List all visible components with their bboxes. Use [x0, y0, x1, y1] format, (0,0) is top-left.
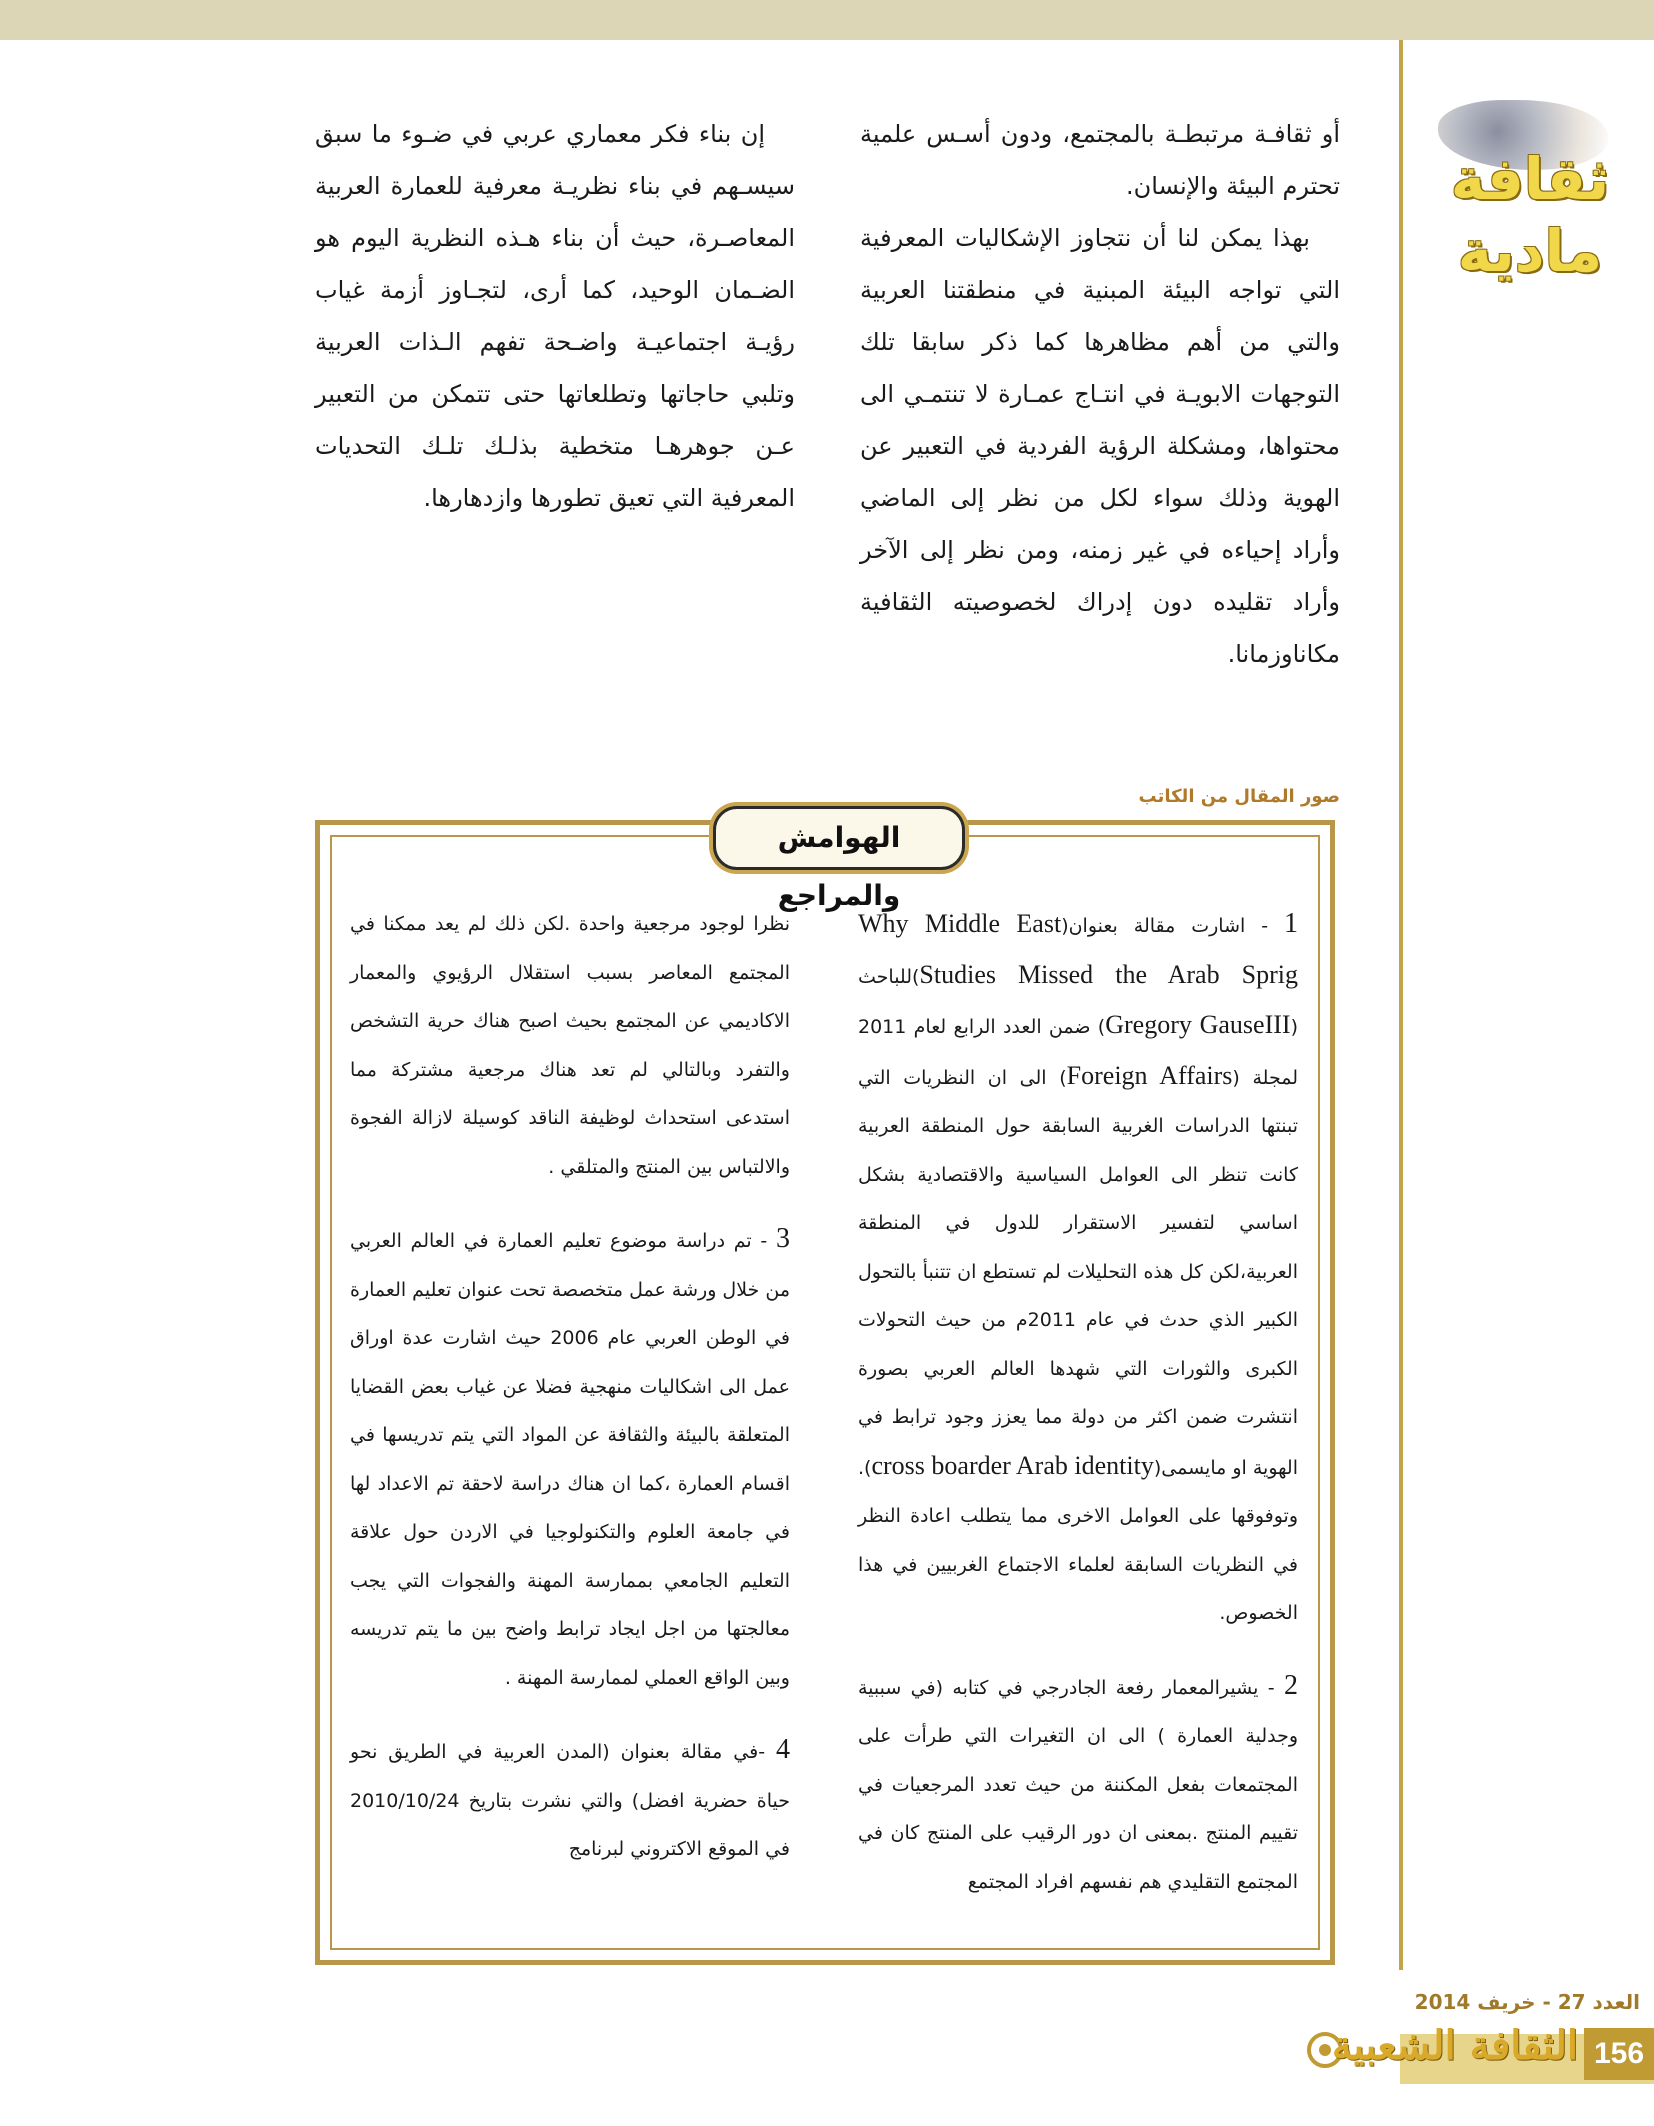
article-paragraph: أو ثقافـة مرتبطـة بالمجتمع، ودون أسـس علمية تحترم البيئة والإنسان. — [860, 120, 1340, 200]
note-item — [350, 900, 790, 1191]
note-number: 3 — [776, 1223, 790, 1254]
note-text: - يشيرالمعمار رفعة الجادرجي في كتابه (في سببية وجدلية العمارة ) الى ان التغيرات التي طرأت على المجتمعات بفعل المكننة من حيث تعدد المرجعيات في تقييم المنتج .بمعنى ان دور الرقيب على المنتج كان في المجتمع التقليدي هم نفسهم افراد المجتمع — [858, 1676, 1298, 1893]
magazine-name: الثقافة الشعبية — [1331, 2022, 1578, 2069]
top-header-band — [0, 0, 1654, 40]
note-number: 1 — [1284, 908, 1298, 939]
note-item — [350, 1215, 790, 1702]
page-number: 156 — [1584, 2028, 1654, 2080]
notes-title: الهوامش والمراجع — [713, 806, 965, 870]
article-right-column — [860, 108, 1340, 680]
section-title-line2: مادية — [1457, 217, 1603, 285]
section-title-line1: ثقافة — [1450, 145, 1610, 213]
note-item — [858, 900, 1298, 1638]
note-number: 2 — [1284, 1669, 1298, 1701]
note-text: )للباحث ( — [858, 965, 1298, 1038]
side-divider-rule — [1399, 40, 1403, 1970]
notes-left-column — [350, 900, 790, 1874]
photo-credit: صور المقال من الكاتب — [1138, 786, 1340, 807]
note-latin-text: Gregory GauseIII — [1105, 1010, 1291, 1039]
issue-label: العدد 27 - خريف 2014 — [1414, 1990, 1640, 2014]
notes-right-column — [858, 900, 1298, 1906]
note-latin-text: cross boarder Arab identity — [871, 1450, 1154, 1480]
note-text: ) ضمن العدد الرابع لعام 2011 لمجلة ( — [858, 1016, 1298, 1089]
article-paragraph: بهذا يمكن لنا أن نتجاوز الإشكاليات المعرفية التي تواجه البيئة المبنية في منطقتنا العربية والتي من أهم مظاهرها كما ذكر سابقا تلك التوجهات الابويـة في انتـاج عمـارة لا تنتمـي الى محتواها، ومشكلة الرؤية الفردية في التعبير عن الهوية وذلك سواء لكل من نظر إلى الماضي وأراد إحياءه في غير زمنه، ومن نظر إلى الآخر وأراد تقليده دون إدراك لخصوصيته الثقافية مكاناوزمانا. — [860, 224, 1340, 668]
note-item — [350, 1726, 790, 1874]
section-logo — [1430, 100, 1630, 300]
note-latin-text: Foreign Affairs — [1066, 1060, 1233, 1090]
note-text: -في مقالة بعنوان (المدن العربية في الطريق نحو حياة حضرية افضل) والتي نشرت بتاريخ 2010/10/24 في الموقع الاكتروني لبرنامج — [350, 1741, 790, 1860]
article-paragraph: إن بناء فكر معماري عربي في ضـوء ما سبق سيسـهم في بناء نظريـة معرفية للعمارة العربية المعاصـرة، حيث أن بناء هـذه النظرية اليوم هو الضـمان الوحيد، كما أرى، لتجـاوز أزمة غياب رؤيـة اجتماعيـة واضـحة تفهم الـذات العربية وتلبي حاجاتها وتطلعاتها حتى تتمكن من التعبير عـن جوهرهـا متخطية بذلـك تلـك التحديات المعرفية التي تعيق تطورها وازدهارها. — [315, 120, 795, 512]
note-item — [858, 1662, 1298, 1907]
note-latin-text: Why Middle East Studies Missed the Arab Sprig — [858, 909, 1298, 989]
note-text: ). وتوفوقها على العوامل الاخرى مما يتطلب اعادة النظر في النظريات السابقة لعلماء الاجتماع الغربيين في هذا الخصوص. — [858, 1456, 1298, 1624]
note-text: - تم دراسة موضوع تعليم العمارة في العالم العربي من خلال ورشة عمل متخصصة تحت عنوان تعليم العمارة في الوطن العربي عام 2006 حيث اشارت عدة اوراق عمل الى اشكاليات منهجية فضلا عن غياب بعض القضايا المتعلقة بالبيئة والثقافة عن المواد التي يتم تدريسها في اقسام العمارة ،كما ان هناك دراسة لاحقة تم الاعداد لها في جامعة العلوم والتكنولوجيا في الاردن حول علاقة التعليم الجامعي بممارسة المهنة والفجوات التي يجب معالجتها من اجل ايجاد ترابط واضح بين ما يتم تدريسه وبين الواقع العملي لممارسة المهنة . — [350, 1230, 790, 1689]
note-text: - اشارت مقالة بعنوان( — [1061, 915, 1269, 937]
note-number: 4 — [776, 1734, 790, 1765]
note-text: ) الى ان النظريات التي تبنتها الدراسات الغربية السابقة حول المنطقة العربية كانت تنظر الى العوامل السياسية والاقتصادية بشكل اساسي لتفسير الاستقرار للدول في المنطقة العربية،لكن كل هذه التحليلات لم تستطع ان تتنبأ بالتحول الكبير الذي حدث في عام 2011م من حيث التحولات الكبرى والثورات التي شهدها العالم العربي بصورة انتشرت ضمن اكثر من دولة مما يعزز وجود ترابط في الهوية او مايسمى( — [858, 1066, 1298, 1479]
note-text: نظرا لوجود مرجعية واحدة .لكن ذلك لم يعد ممكنا في المجتمع المعاصر بسبب استقلال الرؤيوي والمعمار الاكاديمي عن المجتمع بحيث اصبح هناك حرية التشخص والتفرد وبالتالي لم تعد هناك مرجعية مشتركة مما استدعى استحداث لوظيفة الناقد كوسيلة لازالة الفجوة والالتباس بين المنتج والمتلقي . — [350, 913, 790, 1178]
article-left-column — [315, 108, 795, 524]
